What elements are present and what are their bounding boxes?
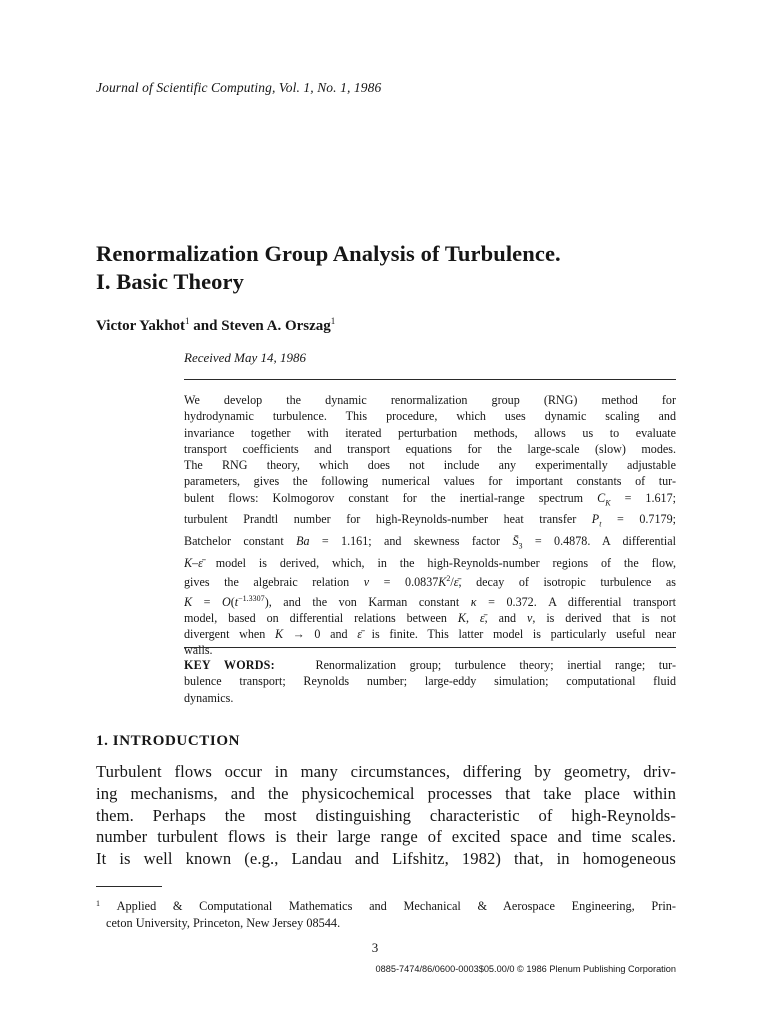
section-heading: 1. INTRODUCTION: [96, 733, 241, 749]
paper-title: [96, 240, 696, 296]
abstract-line: We develop the dynamic renormalization group (RNG) method for: [184, 393, 676, 407]
footnote-rule: [96, 886, 162, 887]
footnote-line: ceton University, Princeton, New Jersey 08544.: [106, 915, 341, 930]
abstract-line: invariance together with iterated perturbation methods, allows us to evaluate: [184, 425, 676, 440]
title-line-1: Renormalization Group Analysis of Turbulence.: [96, 241, 561, 266]
abstract: [184, 392, 676, 659]
keywords-line: bulence transport; Reynolds number; large-eddy simulation; computational fluid: [184, 674, 676, 689]
keywords-block: [184, 657, 676, 706]
abstract-line: parameters, gives the following numerical values for important constants of tur-: [184, 474, 676, 489]
abstract-line: bulent flows: Kolmogorov constant for the inertial-range spectrum $C_K = 1.617$;: [184, 490, 676, 508]
body-line: ing mechanisms, and the physicochemical processes that take place within: [96, 783, 676, 803]
keywords-line: [184, 657, 676, 673]
received-date: Received May 14, 1986: [184, 350, 307, 365]
footnote-line: [96, 896, 676, 915]
abstract-line: gives the algebraic relation $\nu = 0.0837K^2/\varepsilon̄$, decay of isotropic turbulence as: [184, 574, 676, 590]
body-line: It is well known (e.g., Landau and Lifshitz, 1982) that, in homogeneous: [96, 849, 676, 869]
affiliation-mark: 1: [185, 316, 190, 326]
body-paragraph: [96, 761, 676, 870]
page-number: 3: [371, 940, 379, 955]
body-line: them. Perhaps the most distinguishing characteristic of high-Reynolds-: [96, 805, 676, 825]
footnote-mark: 1: [96, 899, 100, 908]
copyright-line: 0885-7474/86/0600-0003$05.00/0 © 1986 Plenum Publishing Corporation: [375, 964, 676, 974]
author-list: [96, 316, 335, 335]
abstract-line: The RNG theory, which does not include any experimentally adjustable: [184, 458, 676, 473]
body-line: Turbulent flows occur in many circumstances, differing by geometry, driv-: [96, 762, 676, 781]
keywords-text: Renormalization group; turbulence theory; inertial range; tur-: [315, 658, 676, 672]
footnote-text: Applied & Computational Mathematics and Mechanical & Aerospace Engineering, Prin-: [116, 899, 676, 913]
abstract-line: walls.: [184, 643, 213, 658]
title-line-2: I. Basic Theory: [96, 269, 244, 294]
keywords-line: dynamics.: [184, 690, 234, 705]
journal-citation: Journal of Scientific Computing, Vol. 1, No. 1, 1986: [96, 80, 382, 95]
abstract-line: divergent when K → 0 and ε̄ is finite. This latter model is particularly useful near: [184, 627, 676, 642]
author-name: Steven A. Orszag: [221, 318, 331, 334]
abstract-line: K–ε̄ model is derived, which, in the high-Reynolds-number regions of the flow,: [184, 555, 676, 570]
abstract-line: hydrodynamic turbulence. This procedure, which uses dynamic scaling and: [184, 409, 676, 424]
footnote: [96, 896, 676, 931]
abstract-line: model, based on differential relations between K, ε̄, and ν, is derived that is not: [184, 610, 676, 625]
abstract-line: Batchelor constant Ba = 1.161; and skewness factor $S̄_3 = 0.4878$. A differential: [184, 534, 676, 551]
abstract-line: turbulent Prandtl number for high-Reynolds-number heat transfer $P_t = 0.7179$;: [184, 512, 676, 529]
author-name: Victor Yakhot: [96, 318, 186, 334]
affiliation-mark: 1: [330, 316, 336, 326]
abstract-bottom-rule: [184, 647, 676, 648]
abstract-line: transport coefficients and transport equations for the large-scale (slow) modes.: [184, 441, 676, 456]
abstract-line: $K = O(t^{-1.3307})$, and the von Karman constant κ = 0.372. A differential transport: [184, 593, 676, 609]
author-connector: and: [189, 318, 222, 334]
keywords-label: KEY WORDS:: [184, 658, 275, 672]
abstract-top-rule: [184, 379, 676, 380]
body-line: number turbulent flows is their large range of excited space and time scales.: [96, 827, 676, 847]
